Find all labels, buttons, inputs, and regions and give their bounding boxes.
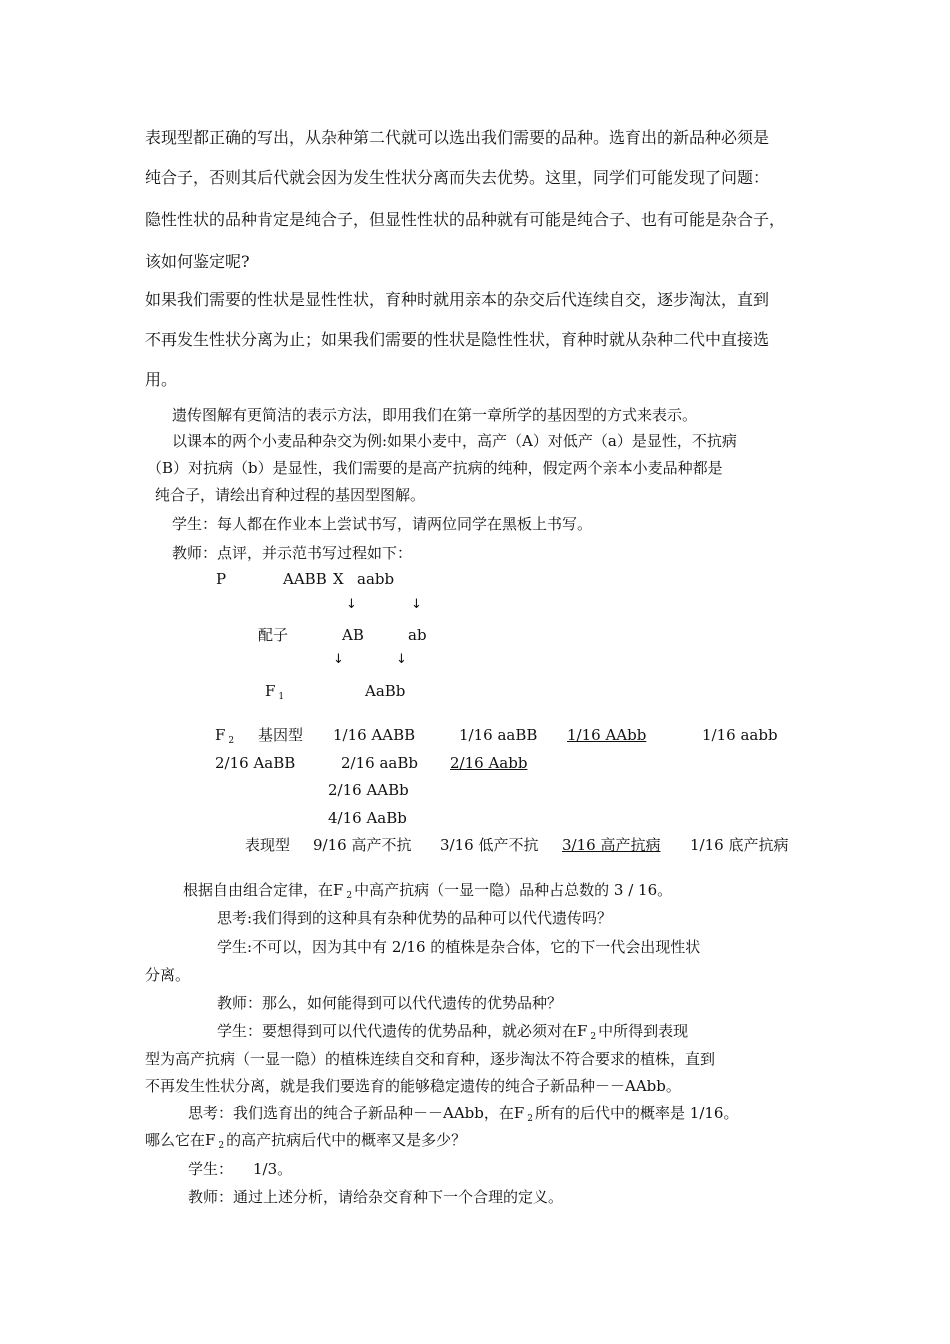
- paragraph-line: 如果我们需要的性状是显性性状，育种时就用亲本的杂交后代连续自交，逐步淘汰，直到: [145, 290, 770, 309]
- text-line: 学生：要想得到可以代代遗传的优势品种，就必须对在F $_2$ 中所得到表现: [217, 1022, 689, 1042]
- text-line: 不再发生性状分离，就是我们要选育的能够稳定遗传的纯合子新品种－－AAbb。: [145, 1077, 681, 1095]
- genotype-entry: 1/16 aaBB: [459, 726, 538, 744]
- genotype-entry: 1/16 aabb: [702, 726, 778, 744]
- cross-symbol: X: [333, 570, 344, 588]
- text-line: 教师：通过上述分析，请给杂交育种下一个合理的定义。: [188, 1188, 564, 1206]
- text-line: 纯合子，请绘出育种过程的基因型图解。: [155, 486, 426, 504]
- genotype-entry-target: 1/16 AAbb: [567, 726, 647, 744]
- parent1-genotype: AABB: [283, 570, 327, 588]
- gamete2: ab: [408, 626, 427, 644]
- genotype-entry: 1/16 AABB: [333, 726, 416, 744]
- phenotype-entry: 1/16 底产抗病: [690, 836, 789, 854]
- paragraph-line: 纯合子，否则其后代就会因为发生性状分离而失去优势。这里，同学们可能发现了问题：: [145, 168, 770, 187]
- parent2-genotype: aabb: [357, 570, 395, 588]
- f1-genotype: AaBb: [365, 682, 406, 700]
- down-arrow-icon: ↓: [396, 652, 407, 667]
- gamete-label: 配子: [258, 626, 289, 644]
- text-line: （B）对抗病（b）是显性，我们需要的是高产抗病的纯种，假定两个亲本小麦品种都是: [147, 459, 723, 477]
- text-line: 学生：每人都在作业本上尝试书写，请两位同学在黑板上书写。: [172, 515, 593, 533]
- paragraph-line: 不再发生性状分离为止；如果我们需要的性状是隐性性状，育种时就从杂种二代中直接选: [145, 330, 770, 349]
- f2-label: F $_2$: [215, 726, 235, 746]
- text-line: 思考：我们选育出的纯合子新品种－－AAbb，在F $_2$ 所有的后代中的概率是 1/16。: [188, 1104, 739, 1124]
- genotype-entry: 2/16 AABb: [328, 781, 409, 799]
- text-line: 分离。: [145, 966, 191, 984]
- genotype-entry-target: 2/16 Aabb: [450, 754, 528, 772]
- phenotype-entry-target: 3/16 高产抗病: [562, 836, 661, 854]
- phenotype-entry: 3/16 低产不抗: [440, 836, 539, 854]
- phenotype-entry: 9/16 高产不抗: [313, 836, 412, 854]
- genotype-label: 基因型: [258, 726, 304, 744]
- gamete1: AB: [342, 626, 364, 644]
- genotype-entry: 2/16 aaBb: [341, 754, 418, 772]
- text-line: 遗传图解有更简洁的表示方法，即用我们在第一章所学的基因型的方式来表示。: [172, 406, 698, 424]
- text-line: 根据自由组合定律，在F $_2$ 中高产抗病（一显一隐）品种占总数的 3 / 16。: [183, 881, 673, 901]
- text-line: 思考:我们得到的这种具有杂种优势的品种可以代代遗传吗？: [217, 909, 613, 927]
- genotype-entry: 4/16 AaBb: [328, 809, 407, 827]
- text-line: 学生:不可以，因为其中有 2/16 的植株是杂合体，它的下一代会出现性状: [217, 938, 701, 956]
- text-line: 学生：: [188, 1160, 234, 1178]
- genotype-entry: 2/16 AaBB: [215, 754, 296, 772]
- text-line: 型为高产抗病（一显一隐）的植株连续自交和育种，逐步淘汰不符合要求的植株，直到: [145, 1050, 716, 1068]
- paragraph-line: 表现型都正确的写出，从杂种第二代就可以选出我们需要的品种。选育出的新品种必须是: [145, 128, 770, 147]
- answer-value: 1/3。: [253, 1160, 293, 1178]
- text-line: 教师：那么，如何能得到可以代代遗传的优势品种？: [217, 994, 563, 1012]
- text-line: 教师：点评，并示范书写过程如下：: [172, 544, 413, 562]
- f1-label: F $_1$: [265, 682, 285, 702]
- p-label: P: [216, 570, 227, 588]
- down-arrow-icon: ↓: [333, 652, 344, 667]
- paragraph-line: 该如何鉴定呢?: [145, 252, 250, 271]
- text-line: 哪么它在F $_2$ 的高产抗病后代中的概率又是多少？: [145, 1131, 467, 1151]
- text-line: 以课本的两个小麦品种杂交为例:如果小麦中，高产（A）对低产（a）是显性，不抗病: [172, 432, 737, 450]
- paragraph-line: 用。: [145, 370, 178, 389]
- down-arrow-icon: ↓: [346, 597, 357, 612]
- phenotype-label: 表现型: [245, 836, 291, 854]
- paragraph-line: 隐性性状的品种肯定是纯合子，但显性性状的品种就有可能是纯合子、也有可能是杂合子，: [145, 210, 786, 229]
- down-arrow-icon: ↓: [411, 597, 422, 612]
